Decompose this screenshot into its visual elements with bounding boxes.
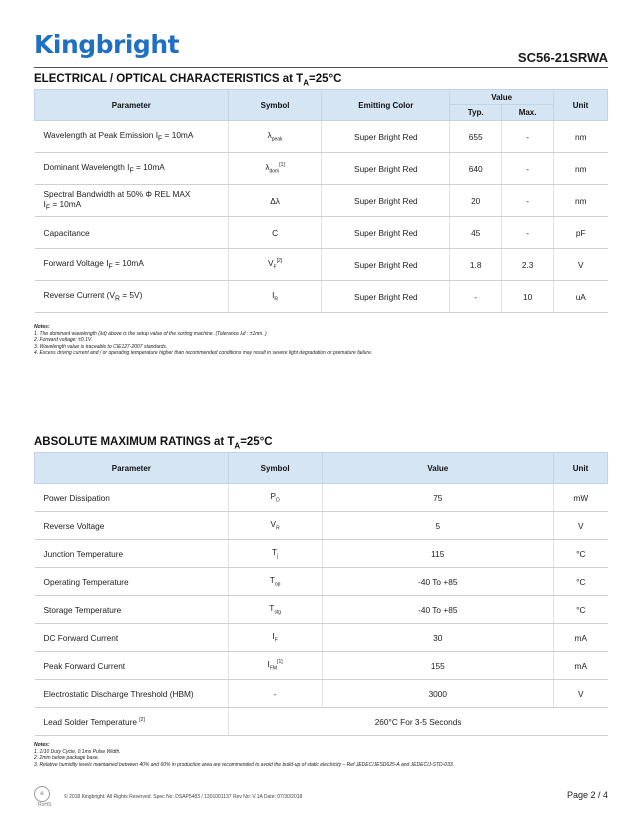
symbol-cell: $T_j$ xyxy=(228,540,322,568)
table-row xyxy=(35,652,608,680)
unit-cell: mA xyxy=(554,652,608,680)
color-cell: Super Bright Red xyxy=(322,121,450,153)
header-parameter: Parameter xyxy=(35,453,229,484)
value-cell: -40 To +85 xyxy=(322,568,554,596)
note-item: 3. Wavelength value is traceable to CIE127-2007 standards. xyxy=(34,343,168,350)
typ-cell: 45 xyxy=(450,217,502,249)
unit-cell: mW xyxy=(554,484,608,512)
symbol-cell: $\lambda_{peak}$ xyxy=(228,121,322,153)
header-emitting-color: Emitting Color xyxy=(322,90,450,121)
unit-cell: °C xyxy=(554,568,608,596)
symbol-cell: $I_R$ xyxy=(228,281,322,313)
max-cell: - xyxy=(502,121,554,153)
table-row xyxy=(35,708,608,736)
page-number: Page 2 / 4 xyxy=(566,790,608,800)
table-row xyxy=(35,596,608,624)
value-cell: 5 xyxy=(322,512,554,540)
unit-cell: pF xyxy=(554,217,608,249)
value-cell: -40 To +85 xyxy=(322,596,554,624)
param-cell: Reverse Current $(V_R = 5V)$ xyxy=(35,281,229,313)
symbol-cell: Δλ xyxy=(228,185,322,217)
param-cell: Power Dissipation xyxy=(35,484,229,512)
header-unit: Unit xyxy=(554,90,608,121)
header-symbol: Symbol xyxy=(228,453,322,484)
symbol-cell: $\lambda_{dom}[1]$ xyxy=(228,153,322,185)
unit-cell: °C xyxy=(554,540,608,568)
value-cell: 30 xyxy=(322,624,554,652)
unit-cell: V xyxy=(554,680,608,708)
note-item: 1. The dominant wavelength (λd) above is the setup value of the sorting machine. (Tolerance λd : ±1nm. ) xyxy=(34,330,267,337)
max-cell: 2.3 xyxy=(502,249,554,281)
part-number: SC56-21SRWA xyxy=(517,50,608,65)
value-cell: 75 xyxy=(322,484,554,512)
unit-cell: nm xyxy=(554,153,608,185)
absolute-ratings-table xyxy=(34,452,608,736)
param-cell: Dominant Wavelength $I_F = 10mA$ xyxy=(35,153,229,185)
param-cell: Spectral Bandwidth at 50% Φ REL MAX $I_F = 10mA$ xyxy=(35,185,229,217)
header-value: Value xyxy=(450,90,554,105)
symbol-cell: - xyxy=(228,680,322,708)
param-cell: Forward Voltage $I_F = 10mA$ xyxy=(35,249,229,281)
value-cell: 115 xyxy=(322,540,554,568)
unit-cell: °C xyxy=(554,596,608,624)
param-cell: Reverse Voltage xyxy=(35,512,229,540)
unit-cell: V xyxy=(554,512,608,540)
header-max: Max. xyxy=(502,105,554,121)
max-cell: - xyxy=(502,153,554,185)
table-row xyxy=(35,281,608,313)
typ-cell: 640 xyxy=(450,153,502,185)
param-cell: Peak Forward Current xyxy=(35,652,229,680)
absolute-section-title: ABSOLUTE MAXIMUM RATINGS at $T_A=25^\circ C$ xyxy=(34,436,273,451)
table-row xyxy=(35,540,608,568)
symbol-cell: $V_R$ xyxy=(228,512,322,540)
color-cell: Super Bright Red xyxy=(322,281,450,313)
header-symbol: Symbol xyxy=(228,90,322,121)
symbol-cell: $P_D$ xyxy=(228,484,322,512)
certification-mark-icon: e xyxy=(34,786,50,802)
table-row xyxy=(35,512,608,540)
note-item: 1. 1/10 Duty Cycle, 0.1ms Pulse Width. xyxy=(34,748,121,755)
table-row xyxy=(35,484,608,512)
copyright-text: © 2018 Kingbright. All Rights Reserved. Spec No: DSAP5483 / 1301001137 Rev No: V.1A Date: 07/30/2018 xyxy=(64,794,303,800)
typ-cell: 20 xyxy=(450,185,502,217)
notes-title: Notes: xyxy=(34,324,50,330)
max-cell: - xyxy=(502,217,554,249)
unit-cell: uA xyxy=(554,281,608,313)
table-row xyxy=(35,153,608,185)
electrical-notes xyxy=(34,324,372,357)
note-item: 2. 2mm below package base. xyxy=(34,755,100,761)
typ-cell: - xyxy=(450,281,502,313)
absolute-notes xyxy=(34,742,454,768)
note-item: 4. Excess driving current and / or operating temperature higher than recommended conditions may result in severe light degradation or premature failure. xyxy=(34,350,373,356)
unit-cell: nm xyxy=(554,121,608,153)
symbol-cell: $I_{FM}[1]$ xyxy=(228,652,322,680)
param-cell: DC Forward Current xyxy=(35,624,229,652)
header-value: Value xyxy=(322,453,554,484)
page-footer xyxy=(34,786,608,808)
symbol-cell: $T_{stg}$ xyxy=(228,596,322,624)
color-cell: Super Bright Red xyxy=(322,185,450,217)
color-cell: Super Bright Red xyxy=(322,249,450,281)
value-cell: 3000 xyxy=(322,680,554,708)
param-cell: Operating Temperature xyxy=(35,568,229,596)
table-row xyxy=(35,249,608,281)
param-cell: Capacitance xyxy=(35,217,229,249)
table-row xyxy=(35,121,608,153)
table-row xyxy=(35,624,608,652)
header-unit: Unit xyxy=(554,453,608,484)
note-item: 3. Relative humidity levels maintained between 40% and 60% in production area are recommended to avoid the build-up of static electricity – Ref JEDEC/JESD625-A and JEDEC/J-STD-033. xyxy=(34,761,455,768)
param-cell: Lead Solder Temperature [2] xyxy=(35,708,229,736)
header-parameter: Parameter xyxy=(35,90,229,121)
header-divider xyxy=(34,67,608,68)
unit-cell: V xyxy=(554,249,608,281)
unit-cell: nm xyxy=(554,185,608,217)
param-cell: Storage Temperature xyxy=(35,596,229,624)
value-cell: 260°C For 3-5 Seconds xyxy=(228,708,607,736)
electrical-characteristics-table xyxy=(34,89,608,313)
brand-logo: Kingbright xyxy=(34,30,180,59)
note-item: 2. Forward voltage: ±0.1V. xyxy=(34,337,93,343)
symbol-cell: $T_{op}$ xyxy=(228,568,322,596)
color-cell: Super Bright Red xyxy=(322,153,450,185)
table-row xyxy=(35,568,608,596)
electrical-section-title: ELECTRICAL / OPTICAL CHARACTERISTICS at $T_A=25^\circ C$ xyxy=(34,73,342,88)
table-row xyxy=(35,185,608,217)
symbol-cell: C xyxy=(228,217,322,249)
symbol-cell: $V_F[2]$ xyxy=(228,249,322,281)
max-cell: 10 xyxy=(502,281,554,313)
value-cell: 155 xyxy=(322,652,554,680)
max-cell: - xyxy=(502,185,554,217)
color-cell: Super Bright Red xyxy=(322,217,450,249)
param-cell: Electrostatic Discharge Threshold (HBM) xyxy=(35,680,229,708)
table-row xyxy=(35,217,608,249)
unit-cell: mA xyxy=(554,624,608,652)
symbol-cell: $I_F$ xyxy=(228,624,322,652)
notes-title: Notes: xyxy=(34,742,50,748)
typ-cell: 1.8 xyxy=(450,249,502,281)
header-typ: Typ. xyxy=(450,105,502,121)
rohs-label: RoHS xyxy=(38,802,52,808)
param-cell: Junction Temperature xyxy=(35,540,229,568)
table-row xyxy=(35,680,608,708)
typ-cell: 655 xyxy=(450,121,502,153)
param-cell: Wavelength at Peak Emission $I_F = 10mA$ xyxy=(35,121,229,153)
